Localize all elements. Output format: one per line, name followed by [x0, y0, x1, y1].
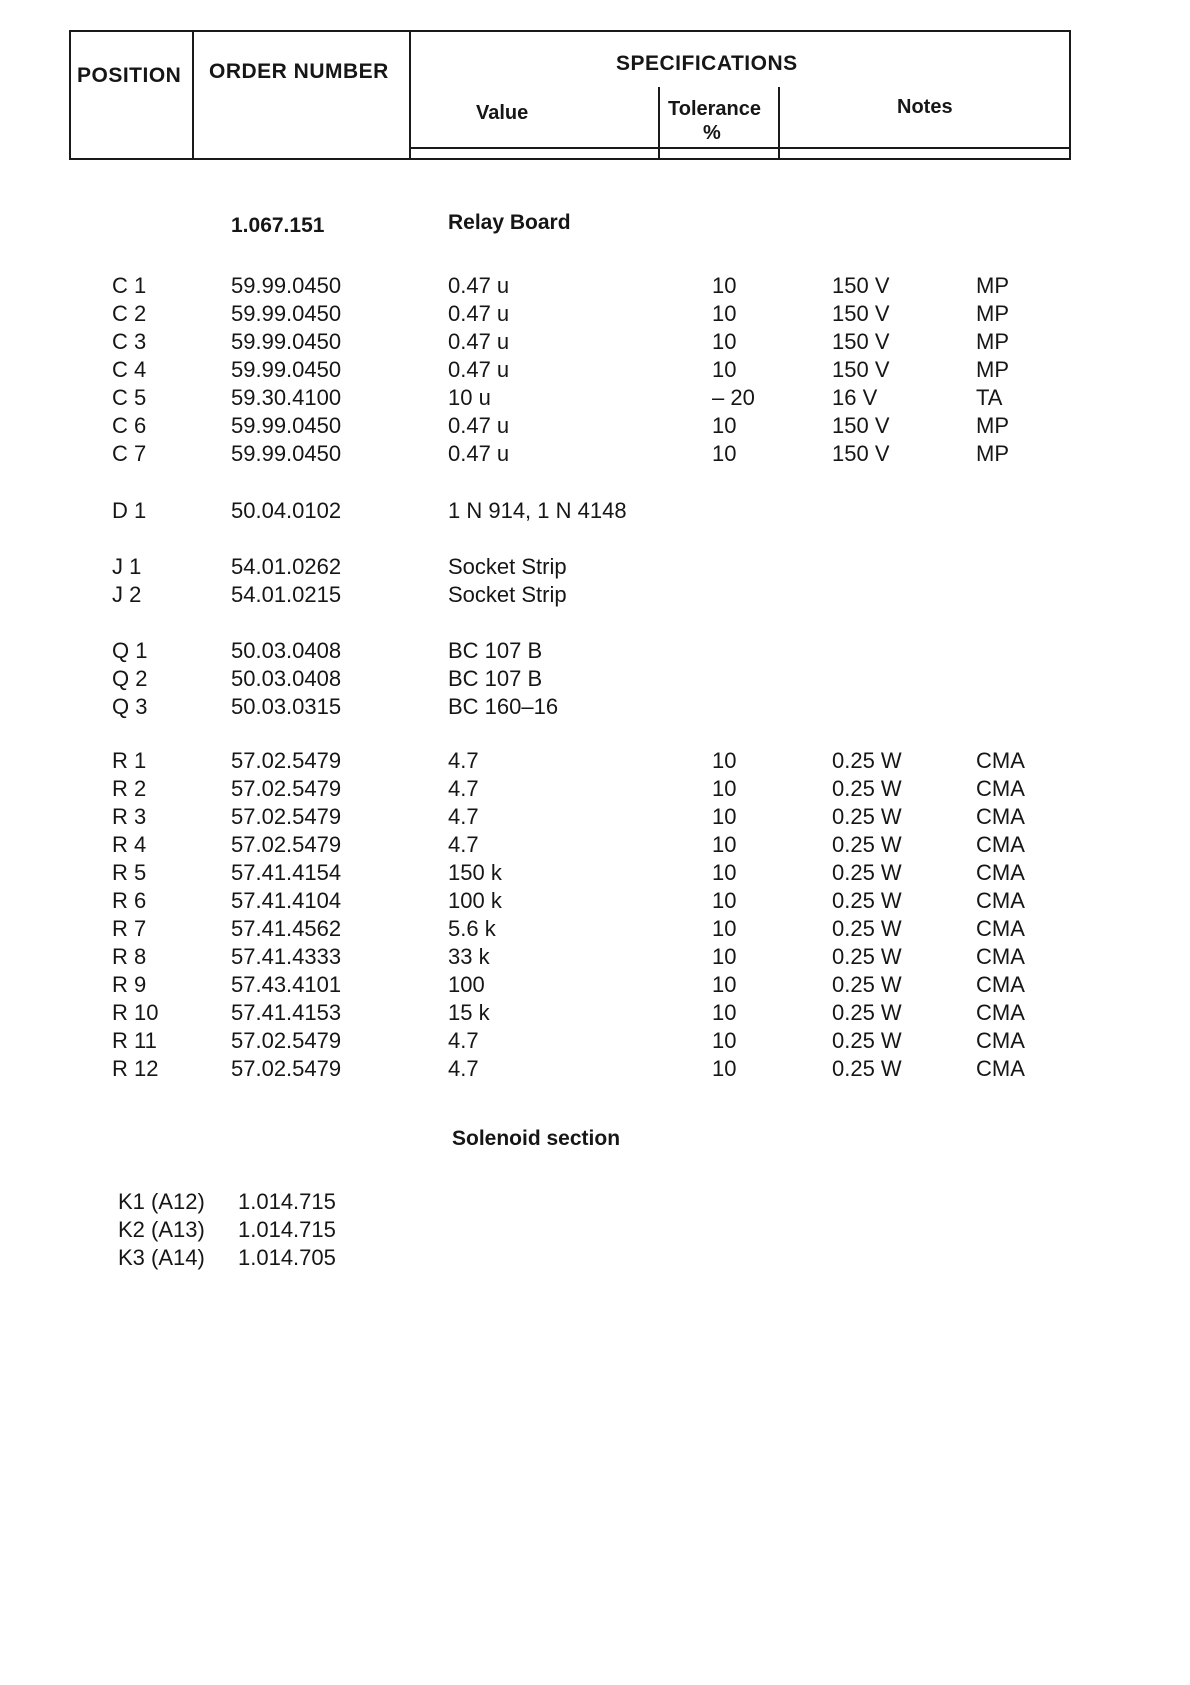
row-type: MP	[976, 441, 1009, 466]
header-order-number: ORDER NUMBER	[209, 60, 389, 83]
row-tolerance: 10	[712, 329, 737, 354]
solenoid-order-number: 1.014.715	[238, 1217, 336, 1242]
row-type: MP	[976, 357, 1009, 382]
row-type: CMA	[976, 972, 1025, 997]
solenoid-position: K2 (A13)	[118, 1217, 205, 1242]
row-position: J 2	[112, 582, 142, 607]
row-order-number: 59.99.0450	[231, 413, 342, 438]
row-type: CMA	[976, 1056, 1025, 1081]
header-notes: Notes	[897, 96, 953, 118]
header-divider	[409, 147, 1069, 149]
row-value: 0.47 u	[448, 301, 510, 326]
header-specifications: SPECIFICATIONS	[616, 52, 798, 75]
row-position: R 2	[112, 776, 147, 801]
row-type: CMA	[976, 832, 1025, 857]
row-rating: 0.25 W	[832, 1000, 902, 1025]
row-value: 33 k	[448, 944, 490, 969]
row-position: C 1	[112, 273, 147, 298]
row-position: D 1	[112, 498, 147, 523]
row-order-number: 59.99.0450	[231, 441, 342, 466]
row-tolerance: – 20	[712, 385, 755, 410]
row-position: R 6	[112, 888, 147, 913]
row-rating: 0.25 W	[832, 1056, 902, 1081]
row-tolerance: 10	[712, 804, 737, 829]
row-order-number: 57.02.5479	[231, 832, 342, 857]
row-type: CMA	[976, 748, 1025, 773]
row-rating: 0.25 W	[832, 748, 902, 773]
header-value: Value	[476, 102, 529, 124]
row-value: BC 107 B	[448, 638, 543, 663]
row-position: R 7	[112, 916, 147, 941]
row-type: MP	[976, 301, 1009, 326]
row-value: 4.7	[448, 748, 479, 773]
row-tolerance: 10	[712, 916, 737, 941]
row-order-number: 57.41.4154	[231, 860, 342, 885]
row-order-number: 57.41.4104	[231, 888, 342, 913]
row-position: C 2	[112, 301, 147, 326]
header-tolerance-unit: %	[703, 122, 721, 144]
row-tolerance: 10	[712, 441, 737, 466]
row-value: 0.47 u	[448, 329, 510, 354]
row-rating: 150 V	[832, 357, 890, 382]
row-position: Q 3	[112, 694, 148, 719]
row-order-number: 57.41.4333	[231, 944, 342, 969]
row-order-number: 57.41.4562	[231, 916, 342, 941]
row-value: 150 k	[448, 860, 502, 885]
row-type: CMA	[976, 1028, 1025, 1053]
row-value: 100 k	[448, 888, 502, 913]
row-position: R 4	[112, 832, 147, 857]
row-tolerance: 10	[712, 1056, 737, 1081]
row-order-number: 50.03.0408	[231, 666, 342, 691]
row-value: 10 u	[448, 385, 491, 410]
row-type: CMA	[976, 944, 1025, 969]
row-tolerance: 10	[712, 1000, 737, 1025]
row-position: R 11	[112, 1028, 157, 1053]
row-rating: 0.25 W	[832, 804, 902, 829]
row-value: 0.47 u	[448, 413, 510, 438]
row-rating: 0.25 W	[832, 1028, 902, 1053]
row-tolerance: 10	[712, 944, 737, 969]
solenoid-order-number: 1.014.705	[238, 1245, 336, 1270]
row-order-number: 50.03.0315	[231, 694, 342, 719]
row-tolerance: 10	[712, 357, 737, 382]
row-type: TA	[976, 385, 1003, 410]
row-tolerance: 10	[712, 413, 737, 438]
row-tolerance: 10	[712, 860, 737, 885]
row-order-number: 57.02.5479	[231, 776, 342, 801]
row-value: Socket Strip	[448, 554, 567, 579]
row-position: R 1	[112, 748, 147, 773]
row-type: MP	[976, 273, 1009, 298]
section-order-number: 1.067.151	[231, 214, 325, 237]
row-value: 15 k	[448, 1000, 490, 1025]
row-order-number: 54.01.0262	[231, 554, 342, 579]
row-type: CMA	[976, 804, 1025, 829]
row-tolerance: 10	[712, 776, 737, 801]
row-position: C 7	[112, 441, 147, 466]
row-order-number: 57.02.5479	[231, 748, 342, 773]
row-value: 5.6 k	[448, 916, 496, 941]
row-rating: 16 V	[832, 385, 878, 410]
header-position: POSITION	[77, 64, 182, 87]
row-rating: 0.25 W	[832, 832, 902, 857]
row-tolerance: 10	[712, 832, 737, 857]
row-rating: 0.25 W	[832, 972, 902, 997]
row-order-number: 59.99.0450	[231, 357, 342, 382]
row-type: CMA	[976, 888, 1025, 913]
row-position: C 5	[112, 385, 147, 410]
row-position: R 9	[112, 972, 147, 997]
row-tolerance: 10	[712, 748, 737, 773]
row-position: J 1	[112, 554, 142, 579]
row-position: Q 1	[112, 638, 148, 663]
row-order-number: 59.30.4100	[231, 385, 342, 410]
row-value: 0.47 u	[448, 441, 510, 466]
table-header	[69, 30, 1071, 160]
row-value: 4.7	[448, 1056, 479, 1081]
row-order-number: 57.43.4101	[231, 972, 342, 997]
row-tolerance: 10	[712, 888, 737, 913]
row-order-number: 57.02.5479	[231, 1056, 342, 1081]
header-tolerance: Tolerance	[668, 98, 761, 120]
row-type: CMA	[976, 776, 1025, 801]
row-value: BC 107 B	[448, 666, 543, 691]
row-order-number: 57.02.5479	[231, 804, 342, 829]
row-order-number: 59.99.0450	[231, 329, 342, 354]
row-value: 4.7	[448, 1028, 479, 1053]
row-value: 0.47 u	[448, 273, 510, 298]
section-title: Relay Board	[448, 211, 571, 234]
row-tolerance: 10	[712, 1028, 737, 1053]
row-rating: 0.25 W	[832, 776, 902, 801]
row-value: 1 N 914, 1 N 4148	[448, 498, 627, 523]
row-value: 100	[448, 972, 485, 997]
row-position: R 8	[112, 944, 147, 969]
row-type: CMA	[976, 916, 1025, 941]
row-value: 0.47 u	[448, 357, 510, 382]
row-rating: 0.25 W	[832, 916, 902, 941]
row-order-number: 50.03.0408	[231, 638, 342, 663]
row-position: R 10	[112, 1000, 159, 1025]
row-tolerance: 10	[712, 972, 737, 997]
row-value: 4.7	[448, 776, 479, 801]
row-rating: 0.25 W	[832, 944, 902, 969]
row-order-number: 57.41.4153	[231, 1000, 342, 1025]
row-order-number: 59.99.0450	[231, 273, 342, 298]
row-position: R 5	[112, 860, 147, 885]
solenoid-position: K1 (A12)	[118, 1189, 205, 1214]
row-value: Socket Strip	[448, 582, 567, 607]
row-rating: 0.25 W	[832, 860, 902, 885]
header-divider	[409, 32, 411, 158]
row-type: CMA	[976, 860, 1025, 885]
section-title: Solenoid section	[452, 1127, 621, 1150]
row-rating: 150 V	[832, 413, 890, 438]
header-divider	[192, 32, 194, 158]
row-value: BC 160–16	[448, 694, 559, 719]
row-position: Q 2	[112, 666, 148, 691]
row-order-number: 50.04.0102	[231, 498, 342, 523]
row-type: MP	[976, 413, 1009, 438]
row-rating: 150 V	[832, 441, 890, 466]
solenoid-order-number: 1.014.715	[238, 1189, 336, 1214]
row-rating: 150 V	[832, 301, 890, 326]
row-type: MP	[976, 329, 1009, 354]
row-position: C 6	[112, 413, 147, 438]
solenoid-position: K3 (A14)	[118, 1245, 205, 1270]
row-position: R 12	[112, 1056, 159, 1081]
row-tolerance: 10	[712, 301, 737, 326]
row-position: C 3	[112, 329, 147, 354]
row-value: 4.7	[448, 832, 479, 857]
row-rating: 150 V	[832, 273, 890, 298]
row-order-number: 57.02.5479	[231, 1028, 342, 1053]
row-type: CMA	[976, 1000, 1025, 1025]
row-tolerance: 10	[712, 273, 737, 298]
row-position: C 4	[112, 357, 147, 382]
row-order-number: 59.99.0450	[231, 301, 342, 326]
row-rating: 0.25 W	[832, 888, 902, 913]
row-value: 4.7	[448, 804, 479, 829]
row-order-number: 54.01.0215	[231, 582, 342, 607]
row-rating: 150 V	[832, 329, 890, 354]
row-position: R 3	[112, 804, 147, 829]
